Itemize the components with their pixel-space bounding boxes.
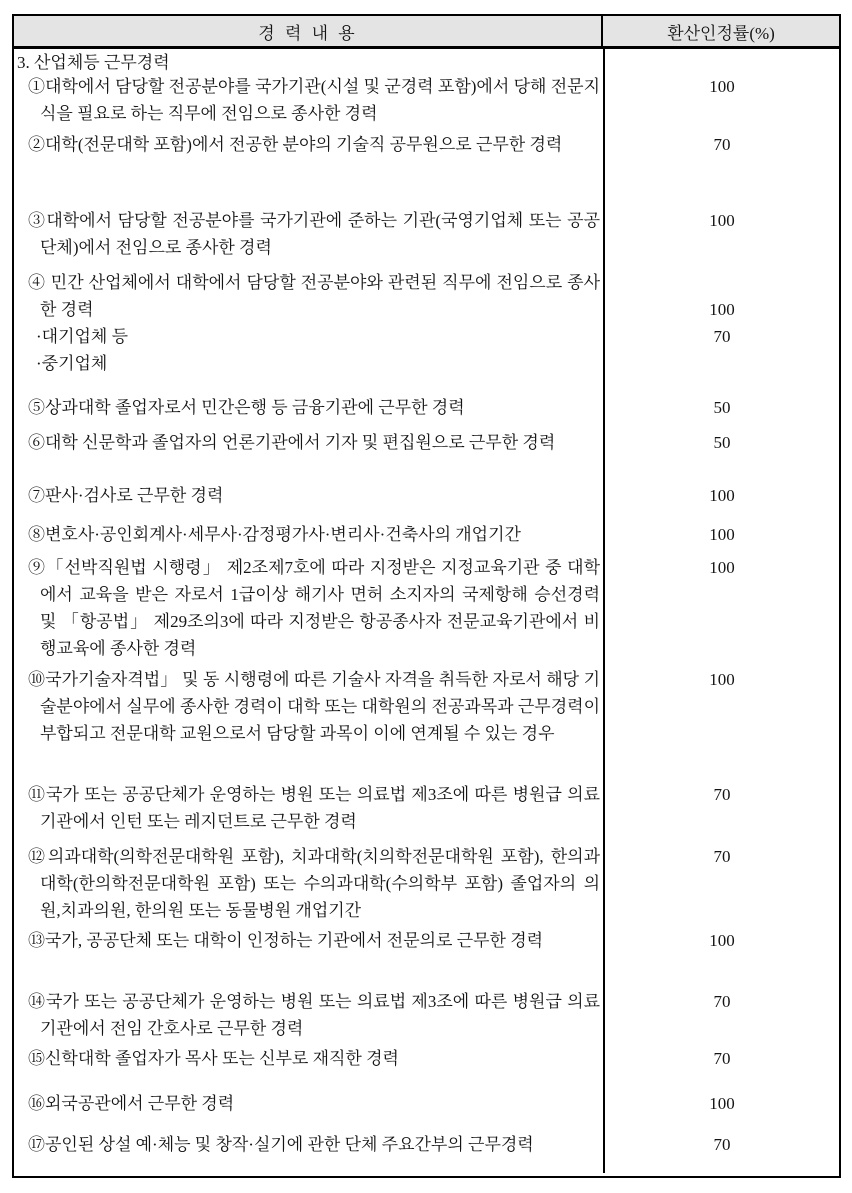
row-text <box>14 131 603 158</box>
rate-value: 70 <box>713 135 731 154</box>
row-text <box>14 482 603 509</box>
row-text <box>14 521 603 548</box>
rate-value: 70 <box>713 785 731 804</box>
rate-value: 100 <box>709 211 735 230</box>
rate-value: 70 <box>713 327 731 346</box>
row-number: ⑪ <box>28 785 47 804</box>
row-rate <box>605 781 839 808</box>
row-rate <box>605 521 839 548</box>
row-number: ③ <box>28 211 47 230</box>
row-number: ⑨ <box>28 558 47 577</box>
row-content: 공인된 상설 예·체능 및 창작·실기에 관한 단체 주요간부의 근무경력 <box>45 1135 534 1154</box>
rate-value: 100 <box>709 558 735 577</box>
row-text <box>14 781 603 835</box>
row-content: 상과대학 졸업자로서 민간은행 등 금융기관에 근무한 경력 <box>45 398 465 417</box>
row-text <box>14 394 603 421</box>
row-content: 변호사·공인회계사·세무사·감정평가사·변리사·건축사의 개업기간 <box>45 525 521 544</box>
row-number: ⑯ <box>28 1094 45 1113</box>
row-number: ⑰ <box>28 1135 45 1154</box>
row-rate <box>605 843 839 870</box>
row-number: ⑩ <box>28 670 46 689</box>
row-text <box>14 429 603 456</box>
row-text <box>14 269 603 377</box>
row-number: ⑫ <box>28 847 48 866</box>
rate-value: 100 <box>709 486 735 505</box>
row-number: ⑬ <box>28 931 45 950</box>
row-number: ⑮ <box>28 1049 45 1068</box>
row-text <box>14 988 603 1042</box>
row-content: 판사·검사로 근무한 경력 <box>45 486 224 505</box>
row-text <box>14 1090 603 1117</box>
row-text <box>14 666 603 747</box>
row-content: 대학 신문학과 졸업자의 언론기관에서 기자 및 편집원으로 근무한 경력 <box>45 433 556 452</box>
row-content: 「선박직원법 시행령」 제2조제7호에 따라 지정받은 지정교육기관 중 대학에서 교육을 받은 자로서 1급이상 해기사 면허 소지자의 국제항해 승선경력 및 「항공법」 제29조의3에 따라 지정받은 항공종사자 전문교육기관에서 비행교육에 종사한 경력 <box>40 558 600 658</box>
row-number: ⑤ <box>28 398 45 417</box>
row-content: 대학에서 담당할 전공분야를 국가기관에 준하는 기관(국영기업체 또는 공공단체)에서 전임으로 종사한 경력 <box>40 211 600 257</box>
rate-value: 70 <box>713 847 731 866</box>
rate-value: 70 <box>713 992 731 1011</box>
row-content: 국가, 공공단체 또는 대학이 인정하는 기관에서 전문의로 근무한 경력 <box>45 931 544 950</box>
row-number: ⑧ <box>28 525 45 544</box>
row-content: 외국공관에서 근무한 경력 <box>45 1094 235 1113</box>
row-rate <box>605 927 839 954</box>
row-rate <box>605 666 839 693</box>
row-text <box>14 554 603 662</box>
rate-value: 70 <box>713 1135 731 1154</box>
rate-value: 70 <box>713 1049 731 1068</box>
row-number: ⑭ <box>28 992 47 1011</box>
row-number: ④ <box>28 273 46 292</box>
row-rate <box>605 73 839 100</box>
row-rate <box>605 988 839 1015</box>
sub-item: ·중기업체 <box>36 354 108 373</box>
rate-value: 100 <box>709 77 735 96</box>
row-text <box>14 843 603 924</box>
row-content: 대학에서 담당할 전공분야를 국가기관(시설 및 군경력 포함)에서 당해 전문지식을 필요로 하는 직무에 전임으로 종사한 경력 <box>40 77 601 123</box>
row-content: 국가기술자격법」 및 동 시행령에 따른 기술사 자격을 취득한 자로서 해당 기술분야에서 실무에 종사한 경력이 대학 또는 대학원의 전공과목과 근무경력이 부합되고 전문대학 교원으로서 담당할 과목이 이에 연계될 수 있는 경우 <box>40 670 600 743</box>
row-content: 민간 산업체에서 대학에서 담당할 전공분야와 관련된 직무에 전임으로 종사한 경력 <box>40 273 600 319</box>
rate-value: 50 <box>713 433 731 452</box>
row-text <box>14 1131 603 1158</box>
row-rate <box>605 1090 839 1117</box>
row-content: 의과대학(의학전문대학원 포함), 치과대학(치의학전문대학원 포함), 한의과대학(한의학전문대학원 포함) 또는 수의과대학(수의학부 포함) 졸업자의 의원,치과의원, 한의원 또는 동물병원 개업기간 <box>40 847 600 920</box>
row-text <box>14 207 603 261</box>
row-text <box>14 73 603 127</box>
row-rate <box>605 207 839 234</box>
rate-value: 100 <box>709 300 735 319</box>
row-text <box>14 1045 603 1072</box>
row-content: 신학대학 졸업자가 목사 또는 신부로 재직한 경력 <box>45 1049 399 1068</box>
row-number: ② <box>28 135 45 154</box>
career-table <box>12 14 841 1178</box>
rate-value: 50 <box>713 398 731 417</box>
row-rate <box>605 394 839 421</box>
table-header-row <box>14 16 839 49</box>
row-content: 국가 또는 공공단체가 운영하는 병원 또는 의료법 제3조에 따른 병원급 의료기관에서 인턴 또는 레지던트로 근무한 경력 <box>40 785 600 831</box>
rate-value: 100 <box>709 670 735 689</box>
row-text <box>14 927 603 954</box>
row-rate <box>605 1045 839 1072</box>
row-number: ⑥ <box>28 433 45 452</box>
header-career-content: 경 력 내 용 <box>14 16 603 46</box>
row-number: ⑦ <box>28 486 45 505</box>
rate-value: 100 <box>709 525 735 544</box>
header-conversion-rate: 환산인정률(%) <box>667 23 775 43</box>
table-body <box>14 49 839 1173</box>
sub-item: ·대기업체 등 <box>36 327 129 346</box>
row-content: 대학(전문대학 포함)에서 전공한 분야의 기술직 공무원으로 근무한 경력 <box>45 135 563 154</box>
rate-value: 100 <box>709 1094 735 1113</box>
row-number: ① <box>28 77 46 96</box>
row-rate <box>605 554 839 581</box>
row-content: 국가 또는 공공단체가 운영하는 병원 또는 의료법 제3조에 따른 병원급 의료기관에서 전임 간호사로 근무한 경력 <box>40 992 600 1038</box>
row-rate <box>605 429 839 456</box>
row-rate <box>605 1131 839 1158</box>
row-rate <box>605 482 839 509</box>
rate-value: 100 <box>709 931 735 950</box>
row-rate <box>605 131 839 158</box>
section-title: 3. 산업체등 근무경력 <box>17 53 170 72</box>
row-rate <box>605 296 839 350</box>
